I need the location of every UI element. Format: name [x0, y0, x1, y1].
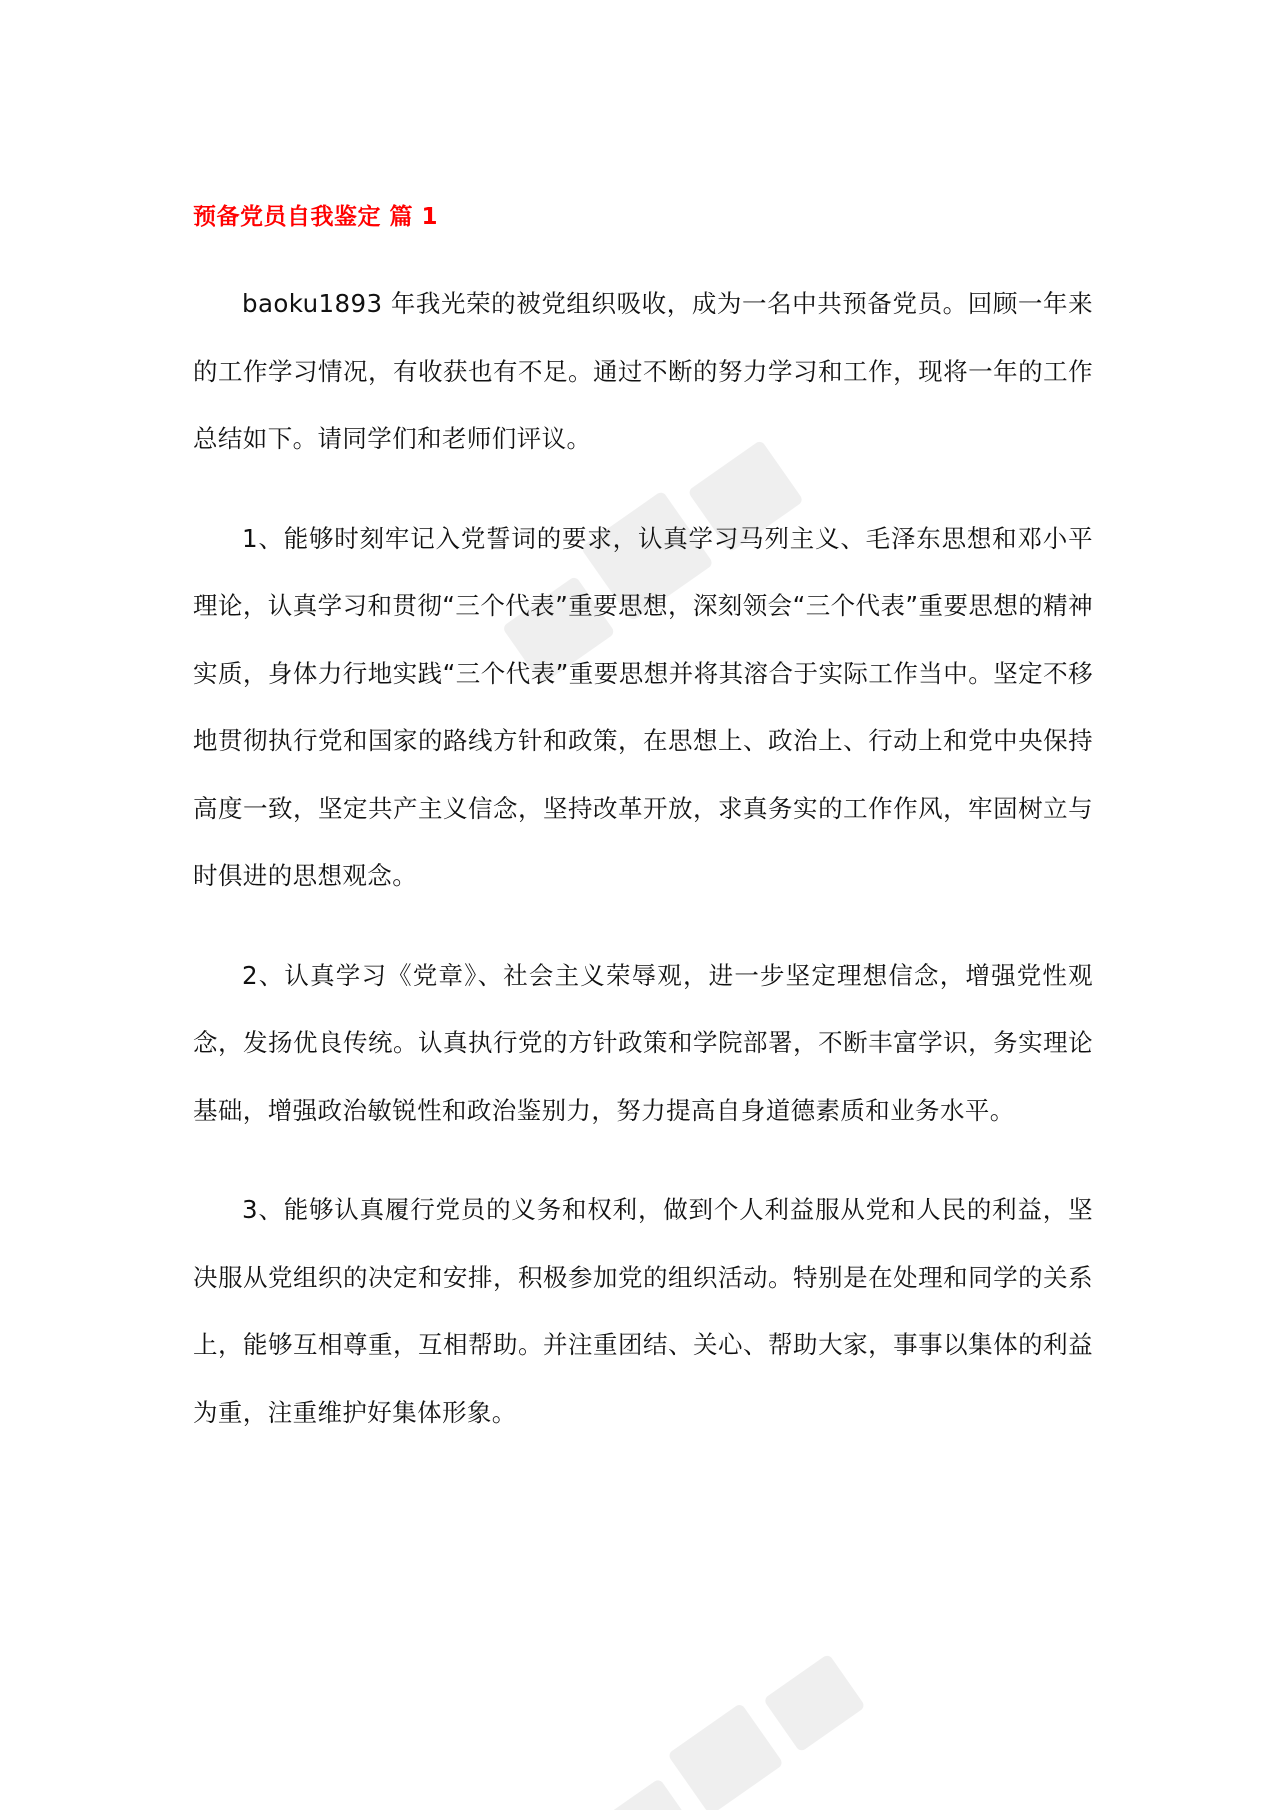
- document-title: 预备党员自我鉴定 篇 1: [193, 204, 439, 230]
- paragraph: 1、能够时刻牢记入党誓词的要求，认真学习马列主义、毛泽东思想和邓小平理论，认真学习和贯彻“三个代表”重要思想，深刻领会“三个代表”重要思想的精神实质，身体力行地实践“三个代表”重要思想并将其溶合于实际工作当中。坚定不移地贯彻执行党和国家的路线方针和政策，在思想上、政治上、行动上和党中央保持高度一致，坚定共产主义信念，坚持改革开放，求真务实的工作作风，牢固树立与时俱进的思想观念。: [193, 523, 1093, 890]
- paragraph: 2、认真学习《党章》、社会主义荣辱观，进一步坚定理想信念，增强党性观念，发扬优良传统。认真执行党的方针政策和学院部署，不断丰富学识，务实理论基础，增强政治敏锐性和政治鉴别力，努力提高自身道德素质和业务水平。: [193, 960, 1093, 1125]
- document-body: [193, 270, 1093, 1478]
- watermark-logo: [560, 1640, 880, 1810]
- paragraph: 3、能够认真履行党员的义务和权利，做到个人利益服从党和人民的利益，坚决服从党组织的决定和安排，积极参加党的组织活动。特别是在处理和同学的关系上，能够互相尊重，互相帮助。并注重团结、关心、帮助大家，事事以集体的利益为重，注重维护好集体形象。: [193, 1195, 1093, 1427]
- paragraph: baoku1893 年我光荣的被党组织吸收，成为一名中共预备党员。回顾一年来的工作学习情况，有收获也有不足。通过不断的努力学习和工作，现将一年的工作总结如下。请同学们和老师们评议。: [193, 289, 1093, 453]
